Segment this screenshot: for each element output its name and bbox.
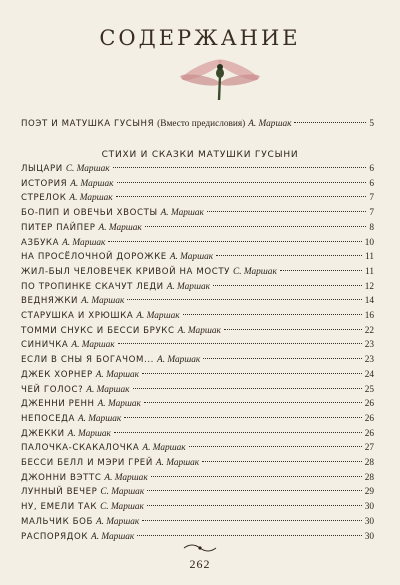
entry-title: РАСПОРЯДОК <box>21 531 89 542</box>
entry-title: ИСТОРИЯ <box>21 178 68 189</box>
entry-title: ДЖЕККИ <box>21 428 65 439</box>
entry-title: СТРЕЛОК <box>21 193 67 204</box>
entry-page: 28 <box>364 458 374 468</box>
toc-entry[interactable] <box>21 457 374 469</box>
entry-author: А. Маршак <box>104 472 148 483</box>
entry-title: НА ПРОСЁЛОЧНОЙ ДОРОЖКЕ <box>21 252 167 263</box>
entry-title: ДЖЕК ХОРНЕР <box>21 369 93 380</box>
toc-entry[interactable] <box>21 325 374 337</box>
toc-entry[interactable] <box>21 163 374 175</box>
dot-leader <box>145 226 367 227</box>
toc-entry[interactable] <box>21 369 374 381</box>
entry-author: А. Маршак <box>71 340 115 351</box>
entry-title: АЗБУКА <box>21 237 60 248</box>
entry-author: А. Маршак <box>155 458 200 468</box>
toc-entry[interactable] <box>21 516 374 528</box>
entry-page: 26 <box>364 413 374 424</box>
entry-page: 7 <box>369 193 374 204</box>
toc-entry[interactable] <box>21 295 374 307</box>
entry-author: А. Маршак <box>86 384 130 395</box>
dot-leader <box>114 432 362 433</box>
toc-entry[interactable] <box>21 310 374 322</box>
entry-page: 6 <box>369 178 374 189</box>
entry-page: 28 <box>364 472 374 483</box>
entry-author: А. Маршак <box>70 178 114 189</box>
dot-leader <box>144 402 362 403</box>
dot-leader <box>147 490 362 491</box>
toc-entry[interactable] <box>21 472 374 484</box>
entry-author: А. Маршак <box>69 193 113 204</box>
dot-leader <box>108 241 361 242</box>
toc-entry[interactable] <box>21 486 374 498</box>
entry-title: ПОЭТ И МАТУШКА ГУСЫНЯ <box>21 119 155 129</box>
entry-title: ПО ТРОПИНКЕ СКАЧУТ ЛЕДИ <box>21 281 164 292</box>
entry-author: А. Маршак <box>67 428 111 439</box>
entry-author: А. Маршак <box>160 208 204 219</box>
toc-entry[interactable] <box>21 192 374 204</box>
dot-leader <box>116 196 367 197</box>
toc-entry[interactable] <box>21 339 374 351</box>
dot-leader <box>124 417 361 418</box>
entry-author: С. Маршак <box>65 164 110 174</box>
entry-title: ДЖОННИ ВЭТТС <box>21 472 102 483</box>
entry-author: А. Маршак <box>166 281 210 292</box>
dot-leader <box>207 211 366 212</box>
entry-note: (Вместо предисловия) <box>157 119 246 129</box>
entry-title: ЖИЛ-БЫЛ ЧЕЛОВЕЧЕК КРИВОЙ НА МОСТУ <box>21 266 231 277</box>
entry-page: 5 <box>369 119 374 129</box>
entry-author: А. Маршак <box>81 296 125 307</box>
entry-title: ВЕДНЯЖКИ <box>21 296 79 307</box>
dot-leader <box>280 270 362 271</box>
entry-author: А. Маршак <box>136 311 180 321</box>
toc-entry[interactable] <box>21 281 374 293</box>
entry-title: НУ, ЕМЕЛИ ТАК <box>21 502 98 513</box>
toc-entry[interactable] <box>21 178 374 190</box>
entry-title: ДЖЕННИ РЕНН <box>21 399 95 410</box>
entry-title: БЕССИ БЕЛЛ И МЭРИ ГРЕЙ <box>21 458 153 468</box>
dot-leader <box>151 476 362 477</box>
toc-entry[interactable] <box>21 413 374 425</box>
entry-page: 10 <box>364 237 374 248</box>
dot-leader <box>183 314 362 315</box>
dragonfly-illustration <box>172 56 268 102</box>
dot-leader <box>202 461 362 462</box>
entry-author: С. Маршак <box>233 266 277 277</box>
entry-title: ТОММИ СНУКС И БЕССИ БРУКС <box>21 325 175 336</box>
entry-page: 11 <box>365 252 374 263</box>
entry-page: 7 <box>369 208 374 219</box>
dot-leader <box>147 505 362 506</box>
entry-page: 11 <box>365 266 374 277</box>
section-title: СТИХИ И СКАЗКИ МАТУШКИ ГУСЫНИ <box>101 150 299 160</box>
toc-entry[interactable] <box>21 384 374 396</box>
entry-author: А. Маршак <box>248 119 292 129</box>
entry-author: С. Маршак <box>100 487 145 498</box>
entry-author: А. Маршак <box>91 531 135 542</box>
toc-entry[interactable] <box>21 354 374 366</box>
dot-leader <box>133 388 362 389</box>
page-title: СОДЕРЖАНИЕ <box>99 26 301 50</box>
entry-page: 30 <box>364 531 374 542</box>
dot-leader <box>127 299 361 300</box>
entry-author: А. Маршак <box>77 413 122 424</box>
entry-title: СИНИЧКА <box>21 340 69 351</box>
dot-leader <box>137 535 361 536</box>
entry-title: ЛУННЫЙ ВЕЧЕР <box>21 487 98 498</box>
entry-author: А. Маршак <box>142 443 186 454</box>
toc-entry[interactable] <box>21 222 374 234</box>
entry-page: 23 <box>364 355 374 366</box>
dot-leader <box>142 373 362 374</box>
entry-page: 27 <box>364 443 374 454</box>
entry-title: БО-ПИП И ОВЕЧЬИ ХВОСТЫ <box>21 208 158 219</box>
entry-page: 24 <box>364 369 374 380</box>
page-number: 262 <box>189 557 211 571</box>
toc-entry[interactable] <box>21 266 374 278</box>
entry-page: 26 <box>364 399 374 410</box>
dot-leader <box>113 167 367 168</box>
entry-title: ЛЫЦАРИ <box>21 164 63 174</box>
toc-entry[interactable] <box>21 398 374 410</box>
entry-title: НЕПОСЕДА <box>21 413 75 424</box>
dot-leader <box>216 255 362 256</box>
toc-entry[interactable] <box>21 207 374 219</box>
toc-entry[interactable] <box>21 428 374 440</box>
toc-entry[interactable] <box>21 501 374 513</box>
toc-entry[interactable] <box>21 251 374 263</box>
toc-entry[interactable] <box>21 442 374 454</box>
entry-author: А. Маршак <box>157 355 201 366</box>
entry-page: 30 <box>364 516 374 527</box>
entry-author: А. Маршак <box>177 325 221 336</box>
entry-page: 30 <box>364 502 374 513</box>
entry-page: 16 <box>364 311 374 321</box>
entry-page: 22 <box>364 325 374 336</box>
toc-entry[interactable] <box>21 237 374 249</box>
entry-title: МАЛЬЧИК БОБ <box>21 516 93 527</box>
entry-page: 6 <box>369 164 374 174</box>
entry-page: 12 <box>364 281 374 292</box>
entry-page: 26 <box>364 428 374 439</box>
entry-title: ЧЕЙ ГОЛОС? <box>21 384 84 395</box>
dot-leader <box>142 520 361 521</box>
dot-leader <box>117 182 367 183</box>
dot-leader <box>118 343 362 344</box>
dot-leader <box>189 446 362 447</box>
dot-leader <box>203 358 361 359</box>
flourish-ornament <box>182 540 218 556</box>
dot-leader <box>294 122 366 123</box>
entry-title: ЕСЛИ В СНЫ Я БОГАЧОМ... <box>21 355 155 366</box>
entry-author: С. Маршак <box>100 502 144 513</box>
entry-author: А. Маршак <box>98 222 142 233</box>
entry-title: ПАЛОЧКА-СКАКАЛОЧКА <box>21 443 140 454</box>
entry-author: А. Маршак <box>95 516 140 527</box>
entry-page: 23 <box>364 340 374 351</box>
entry-title: СТАРУШКА И ХРЮШКА <box>21 311 134 321</box>
dot-leader <box>213 285 362 286</box>
entry-author: А. Маршак <box>169 252 214 263</box>
entry-author: А. Маршак <box>62 237 106 248</box>
toc-entry-preface[interactable] <box>21 118 374 130</box>
entry-page: 29 <box>364 487 374 498</box>
dot-leader <box>224 329 362 330</box>
entry-author: А. Маршак <box>95 369 140 380</box>
entry-page: 25 <box>364 384 374 395</box>
entry-page: 8 <box>369 222 374 233</box>
entry-page: 14 <box>364 296 374 307</box>
entry-title: ПИТЕР ПАЙПЕР <box>21 222 96 233</box>
entry-author: А. Маршак <box>97 399 141 410</box>
